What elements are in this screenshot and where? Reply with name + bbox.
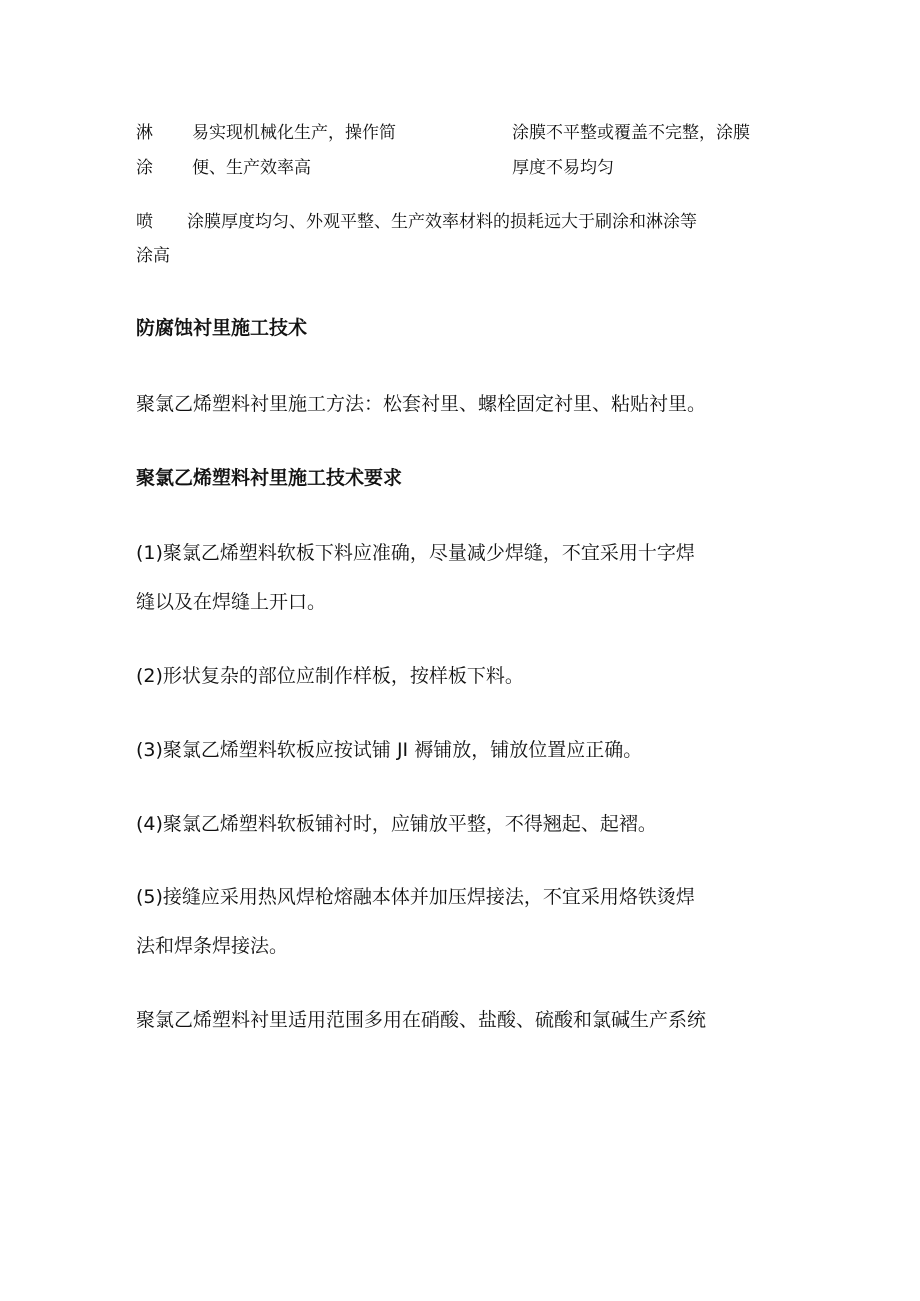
requirements-title: 聚氯乙烯塑料衬里施工技术要求 <box>136 467 403 489</box>
requirement-3: (3)聚氯乙烯塑料软板应按试铺 JI 褥铺放，铺放位置应正确。 <box>136 739 643 761</box>
disadvantages-cell-line1: 涂膜不平整或覆盖不完整，涂膜 <box>512 123 750 143</box>
requirement-5-line2: 法和焊条焊接法。 <box>136 935 289 957</box>
spray-row-line2: 涂高 <box>136 246 170 266</box>
requirement-5-line1: (5)接缝应采用热风焊枪熔融本体并加压焊接法，不宜采用烙铁烫焊 <box>136 886 695 908</box>
spray-row-line1: 喷 涂膜厚度均匀、外观平整、生产效率材料的损耗远大于刷涂和淋涂等 <box>136 212 697 232</box>
scope-paragraph: 聚氯乙烯塑料衬里适用范围多用在硝酸、盐酸、硫酸和氯碱生产系统 <box>136 1009 707 1031</box>
requirement-4: (4)聚氯乙烯塑料软板铺衬时，应铺放平整，不得翘起、起褶。 <box>136 813 657 835</box>
method-cell-line2: 涂 <box>136 158 153 178</box>
method-cell-line1: 淋 <box>136 123 153 143</box>
disadvantages-cell-line2: 厚度不易均匀 <box>512 158 614 178</box>
requirement-2: (2)形状复杂的部位应制作样板，按样板下料。 <box>136 665 524 687</box>
requirement-1-line2: 缝以及在焊缝上开口。 <box>136 591 327 613</box>
section-title: 防腐蚀衬里施工技术 <box>136 317 308 339</box>
advantages-cell-line2: 便、生产效率高 <box>192 158 311 178</box>
advantages-cell-line1: 易实现机械化生产，操作简 <box>192 123 396 143</box>
methods-paragraph: 聚氯乙烯塑料衬里施工方法：松套衬里、螺栓固定衬里、粘贴衬里。 <box>136 393 707 415</box>
requirement-1-line1: (1)聚氯乙烯塑料软板下料应准确，尽量减少焊缝，不宜采用十字焊 <box>136 542 695 564</box>
